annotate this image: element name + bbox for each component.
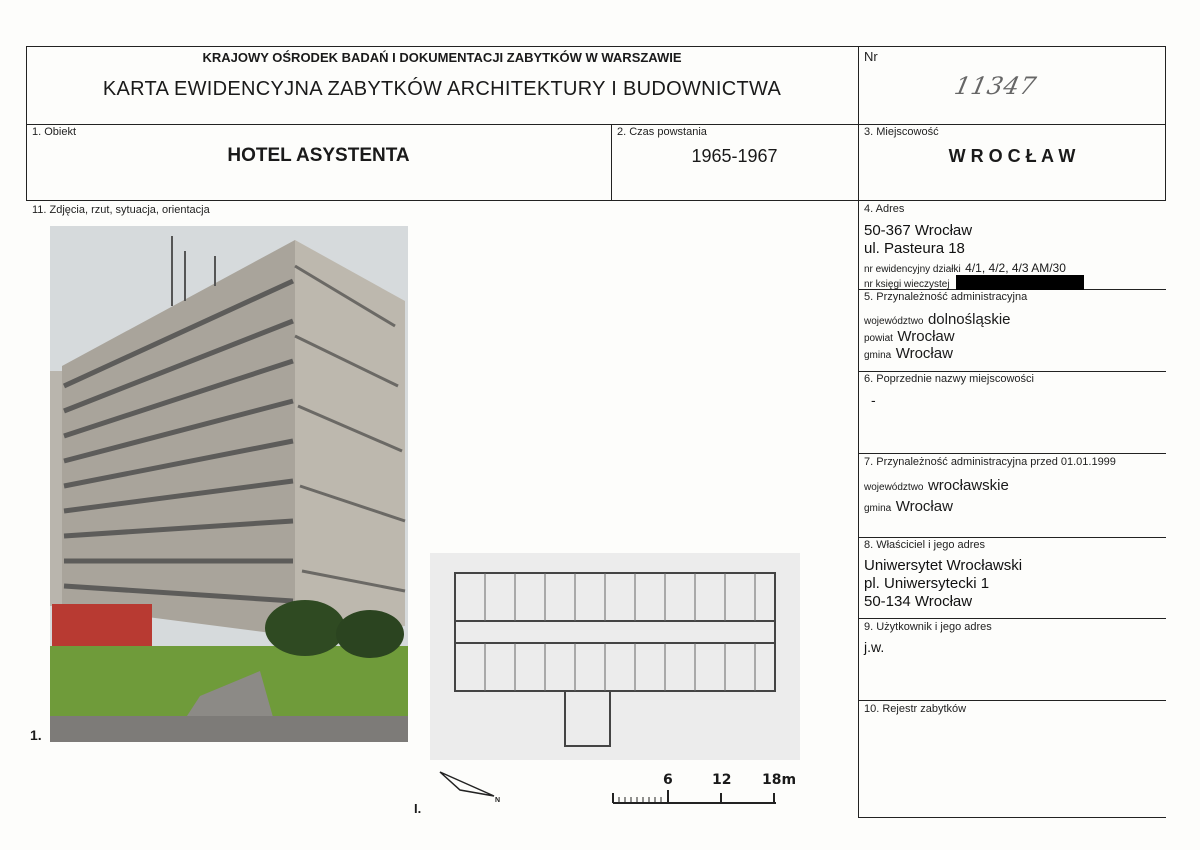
scale-bar-icon	[610, 788, 780, 808]
wlasciciel-line1: Uniwersytet Wrocławski	[864, 557, 1023, 574]
zdjecia-label: 11. Zdjęcia, rzut, sytuacja, orientacja	[32, 204, 210, 216]
institution-name: KRAJOWY OŚRODEK BADAŃ I DOKUMENTACJI ZABYTKÓW W WARSZAWIE	[202, 50, 682, 65]
obiekt-value: HOTEL ASYSTENTA	[227, 145, 410, 166]
plan-number: I.	[414, 801, 422, 816]
poprzednie-value: -	[871, 392, 876, 408]
frame-left	[26, 46, 27, 201]
przynaleznosc-powiat	[864, 328, 955, 346]
header-bottom-rule	[26, 124, 1166, 125]
nr-label: Nr	[864, 49, 878, 64]
ksiegi-label: nr księgi wieczystej	[864, 279, 950, 290]
rejestr-label: 10. Rejestr zabytków	[864, 703, 967, 715]
poprzednie-label: 6. Poprzednie nazwy miejscowości	[864, 373, 1034, 385]
przynaleznosc-gmina	[864, 345, 953, 363]
building-photo-drawing	[50, 226, 408, 742]
rule-10	[858, 700, 1166, 701]
rule-7	[858, 453, 1166, 454]
obiekt-label: 1. Obiekt	[32, 126, 77, 138]
gmina-value: Wrocław	[895, 345, 953, 362]
scale-tick-12: 12	[712, 772, 732, 788]
przynaleznosc-label: 5. Przynależność administracyjna	[864, 291, 1028, 303]
powiat-value: Wrocław	[897, 328, 955, 345]
miejscowosc-label: 3. Miejscowość	[864, 126, 939, 138]
floor-plan	[430, 553, 800, 760]
wlasciciel-label: 8. Właściciel i jego adres	[864, 539, 986, 551]
rule-8	[858, 537, 1166, 538]
rule-bottom	[858, 817, 1166, 818]
rule-9	[858, 618, 1166, 619]
adres-label: 4. Adres	[864, 203, 905, 215]
ksiegi-row	[864, 274, 1084, 292]
przed1999-gmina	[864, 498, 953, 516]
ksiegi-redaction	[956, 275, 1084, 290]
uzytkownik-label: 9. Użytkownik i jego adres	[864, 621, 992, 633]
frame-right-top	[1165, 46, 1166, 201]
przed1999-woj-label: województwo	[864, 482, 924, 493]
przed1999-gmina-label: gmina	[864, 503, 892, 514]
wlasciciel-line3: 50-134 Wrocław	[864, 593, 973, 610]
czas-value: 1965-1967	[691, 146, 778, 166]
scale-tick-6: 6	[663, 772, 673, 788]
powiat-label: powiat	[864, 333, 893, 344]
dzialki-label: nr ewidencyjny działki	[864, 264, 961, 275]
card-title: KARTA EWIDENCYJNA ZABYTKÓW ARCHITEKTURY I BUDOWNICTWA	[102, 78, 782, 100]
adres-line2: ul. Pasteura 18	[864, 240, 965, 257]
nr-value: 11347	[952, 72, 1040, 100]
przed1999-label: 7. Przynależność administracyjna przed 01.01.1999	[864, 456, 1116, 468]
row1-bottom-rule	[26, 200, 1166, 201]
wlasciciel-line2: pl. Uniwersytecki 1	[864, 575, 990, 592]
czas-label: 2. Czas powstania	[617, 126, 707, 138]
frame-top	[26, 46, 1166, 47]
woj-value: dolnośląskie	[927, 311, 1011, 328]
miejscowosc-value: W R O C Ł A W	[948, 146, 1076, 166]
woj-label: województwo	[864, 316, 924, 327]
przed1999-woj	[864, 477, 1009, 495]
adres-line1: 50-367 Wrocław	[864, 222, 973, 239]
przed1999-gmina-value: Wrocław	[895, 498, 953, 515]
rule-6	[858, 371, 1166, 372]
dzialki-value: 4/1, 4/2, 4/3 AM/30	[965, 261, 1066, 275]
przed1999-woj-value: wrocławskie	[927, 477, 1009, 494]
scale-tick-18: 18m	[762, 772, 797, 788]
gmina-label: gmina	[864, 350, 892, 361]
north-label: N	[495, 797, 501, 804]
photo-number: 1.	[30, 727, 42, 743]
przynaleznosc-woj	[864, 311, 1011, 329]
floor-plan-drawing	[430, 553, 800, 760]
uzytkownik-value: j.w.	[864, 639, 885, 655]
building-photo	[50, 226, 408, 742]
